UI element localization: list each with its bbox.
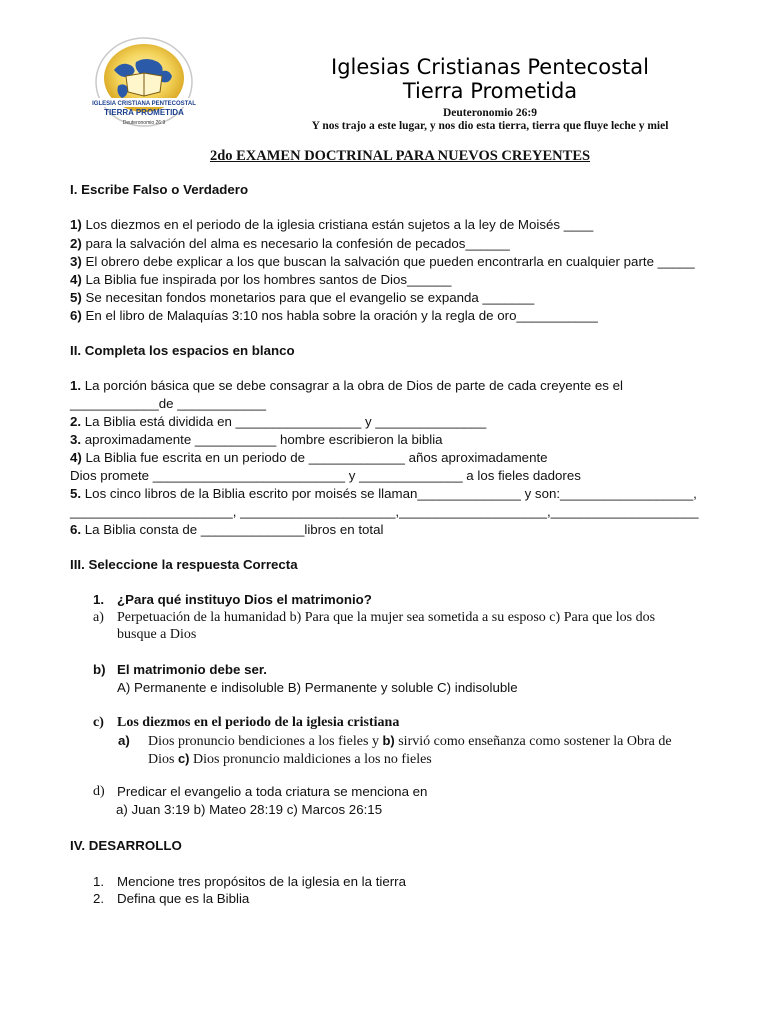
logo-verse: Deuteronomio 26:9	[122, 120, 166, 126]
true-false-item: 1) Los diezmos en el periodo de la iglesia cristiana están sujetos a la ley de Moisés ____	[70, 217, 594, 232]
question-label: d)	[93, 784, 105, 799]
true-false-item: 3) El obrero debe explicar a los que buscan la salvación que pueden encontrarla en cualquier parte _____	[70, 254, 695, 269]
option-text: busque a Dios	[117, 627, 197, 642]
answer-options: a) Juan 3:19 b) Mateo 28:19 c) Marcos 26:15	[116, 802, 383, 817]
question-number: 1.	[93, 592, 105, 607]
dev-number: 1.	[93, 874, 105, 889]
church-logo	[84, 32, 204, 132]
church-logo-graphic	[84, 32, 204, 132]
fill-blank-line: ____________de ____________	[70, 396, 266, 411]
true-false-item: 6) En el libro de Malaquías 3:10 nos habla sobre la oración y la regla de oro___________	[70, 308, 598, 323]
question-text: Predicar el evangelio a toda criatura se menciona en	[117, 784, 428, 799]
exam-title: 2do EXAMEN DOCTRINAL PARA NUEVOS CREYENTES	[209, 148, 591, 164]
true-false-item: 5) Se necesitan fondos monetarios para que el evangelio se expanda _______	[70, 290, 535, 305]
question-label: b)	[93, 662, 106, 677]
fill-blank-line: 3. aproximadamente ___________ hombre escribieron la biblia	[70, 432, 443, 447]
question-text: ¿Para qué instituyo Dios el matrimonio?	[117, 592, 372, 607]
option-label: a)	[118, 733, 130, 748]
fill-blank-line: 1. La porción básica que se debe consagrar a la obra de Dios de parte de cada creyente es el	[70, 378, 623, 393]
answer-options: A) Permanente e indisoluble B) Permanente y soluble C) indisoluble	[117, 680, 518, 695]
fill-blank-line: Dios promete __________________________ y ______________ a los fieles dadores	[70, 468, 581, 483]
fill-blank-line: ______________________, _____________________,____________________,____________________	[70, 504, 699, 519]
option-text: Dios c) Dios pronuncio maldiciones a los no fieles	[148, 751, 432, 767]
true-false-item: 4) La Biblia fue inspirada por los hombres santos de Dios______	[70, 272, 452, 287]
logo-text: IGLESIA CRISTIANA PENTECOSTAL	[92, 101, 196, 107]
fill-blank-line: 5. Los cinco libros de la Biblia escrito por moisés se llaman______________ y son:__________________,	[70, 486, 697, 501]
question-label: c)	[93, 715, 104, 730]
section-heading: IV. DESARROLLO	[70, 838, 182, 853]
section-heading: III. Seleccione la respuesta Correcta	[70, 557, 298, 572]
section-heading: I. Escribe Falso o Verdadero	[70, 182, 249, 197]
dev-number: 2.	[93, 891, 105, 906]
dev-question: Defina que es la Biblia	[117, 891, 250, 906]
fill-blank-line: 2. La Biblia está dividida en _________________ y _______________	[70, 414, 487, 429]
option-text: Dios pronuncio bendiciones a los fieles y b) sirvió como enseñanza como sostener la Obra de	[148, 733, 672, 749]
true-false-item: 2) para la salvación del alma es necesario la confesión de pecados______	[70, 236, 510, 251]
fill-blank-line: 4) La Biblia fue escrita en un periodo de _____________ años aproximadamente	[70, 450, 548, 465]
question-text: Los diezmos en el periodo de la iglesia cristiana	[117, 715, 400, 730]
verse-reference: Deuteronomio 26:9	[442, 107, 537, 119]
dev-question: Mencione tres propósitos de la iglesia en la tierra	[117, 874, 406, 889]
logo-subtext: TIERRA PROMETIDA	[104, 108, 184, 117]
fill-blank-line: 6. La Biblia consta de ______________libros en total	[70, 522, 384, 537]
church-name-line2: Tierra Prometida	[402, 79, 578, 103]
section-heading: II. Completa los espacios en blanco	[70, 343, 295, 358]
option-text: Perpetuación de la humanidad b) Para que la mujer sea sometida a su esposo c) Para que los dos	[117, 610, 656, 625]
option-label: a)	[93, 610, 104, 625]
verse-text: Y nos trajo a este lugar, y nos dio esta tierra, tierra que fluye leche y miel	[311, 120, 669, 132]
church-name-line1: Iglesias Cristianas Pentecostal	[331, 55, 649, 79]
question-text: El matrimonio debe ser.	[117, 662, 268, 677]
